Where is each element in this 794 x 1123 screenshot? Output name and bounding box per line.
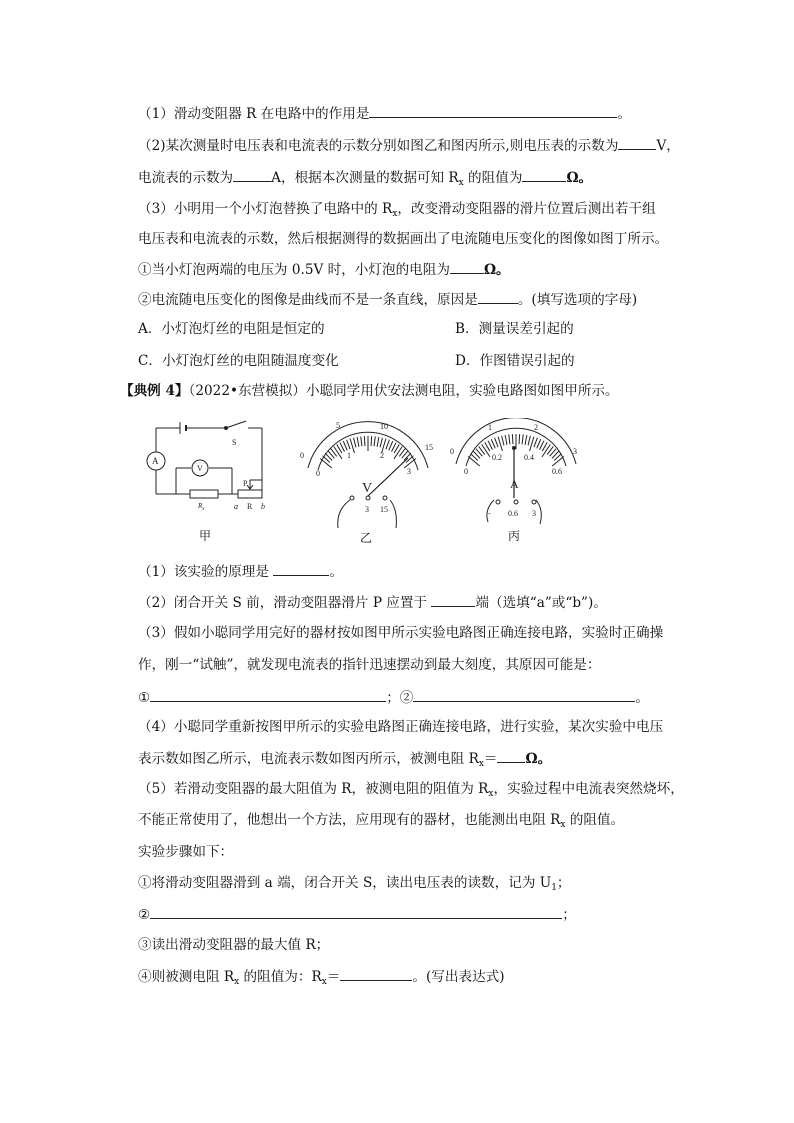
text: Ω。 <box>566 170 593 186</box>
text: ② <box>138 907 151 923</box>
answer-blank-slider-end[interactable] <box>431 593 475 607</box>
text: （2)某次测量时电压表和电流表的示数分别如图乙和图丙所示,则电压表的示数为 <box>138 138 619 154</box>
q2-line-7 <box>138 749 551 773</box>
text: 端（选填“a”或“b”)。 <box>475 595 607 611</box>
answer-blank-cause-1[interactable] <box>150 688 386 702</box>
text: 。 <box>635 690 649 706</box>
scale-tick <box>468 456 480 466</box>
answer-blank-bulb-resistance[interactable] <box>450 260 484 274</box>
text: ； <box>556 875 571 891</box>
ammeter-terminal: - <box>488 509 491 518</box>
text: ②电流随电压变化的图像是曲线而不是一条直线，原因是 <box>138 292 478 308</box>
terminal-a-label: a <box>234 502 238 511</box>
answer-blank-rx[interactable] <box>497 749 525 763</box>
terminal-b-label: b <box>261 502 265 511</box>
option-c[interactable]: C．小灯泡灯丝的电阻随温度变化 <box>138 353 339 369</box>
q1-line-7 <box>138 290 637 309</box>
switch-label: S <box>232 438 237 447</box>
ammeter-terminal: 0.6 <box>508 509 518 518</box>
text: ①将滑动变阻器滑到 a 端，闭合开关 S，读出电压表的读数，记为 U <box>138 875 552 891</box>
q2-line-1 <box>138 562 343 581</box>
answer-blank-step-2[interactable] <box>150 905 562 919</box>
rheostat-label: R <box>247 502 253 511</box>
scale-tick <box>552 456 564 466</box>
text: （1）该实验的原理是 <box>138 564 274 580</box>
option-d[interactable]: D．作图错误引起的 <box>455 353 575 369</box>
q2-line-14 <box>138 967 505 991</box>
subscript: x <box>392 209 398 219</box>
ammeter-terminal: 3 <box>532 509 536 518</box>
scale-tick <box>371 436 372 446</box>
text: 。(填写选项的字母) <box>517 292 638 308</box>
text: ，改变滑动变阻器的滑片位置后测出若干组 <box>397 201 656 217</box>
text: V， <box>656 138 680 154</box>
q2-line-5 <box>138 688 649 707</box>
text: 不能正常使用了，他想出一个方法，应用现有的器材，也能测出电阻 R <box>138 812 561 828</box>
scale-tick <box>357 437 359 447</box>
scale-tick <box>347 440 350 449</box>
scale-tick <box>343 441 347 450</box>
ammeter-inner-label: 0.2 <box>492 453 502 462</box>
ammeter-unit: A <box>510 477 519 491</box>
voltmeter-outer-label: 10 <box>380 422 388 431</box>
example-4-heading <box>120 382 619 400</box>
scale-tick <box>530 437 534 451</box>
q2-line-8 <box>138 780 684 803</box>
ammeter-outer-label: 3 <box>573 447 577 456</box>
q2-line-13: ③读出滑动变阻器的最大值 R； <box>138 937 330 953</box>
scale-tick <box>334 446 342 458</box>
text: 的阻值为 <box>463 170 523 186</box>
scale-tick <box>377 437 379 447</box>
q2-line-6: （4）小聪同学重新按图甲所示的实验电路图正确连接电路，进行实验，某次实验中电压 <box>138 719 664 735</box>
scale-tick <box>374 436 375 446</box>
text: 。 <box>329 564 343 580</box>
voltmeter-outer-label: 5 <box>336 421 340 430</box>
scale-tick <box>380 438 382 448</box>
scale-tick <box>491 439 495 448</box>
scale-tick <box>495 438 498 447</box>
figure-caption-bing: 丙 <box>508 529 521 543</box>
scale-tick <box>361 436 362 446</box>
text: 。 <box>617 106 632 122</box>
scale-tick <box>522 434 523 444</box>
option-a[interactable]: A．小灯泡灯丝的电阻是恒定的 <box>138 321 325 337</box>
example-label: 【典例 4】 <box>120 383 189 399</box>
answer-blank-expression[interactable] <box>340 967 412 981</box>
text: （2022•东营模拟）小聪同学用伏安法测电阻，实验电路图如图甲所示。 <box>188 383 619 399</box>
scale-tick <box>505 435 507 445</box>
scale-tick <box>389 441 393 450</box>
subscript: x <box>560 820 566 830</box>
figure-caption-yi: 乙 <box>360 531 373 545</box>
voltmeter-terminal: 15 <box>380 505 388 514</box>
scale-tick <box>354 438 356 448</box>
ammeter-outer-label: 0 <box>450 447 454 456</box>
scale-tick <box>364 436 365 446</box>
voltmeter-inner-label: 0 <box>316 469 320 478</box>
subscript: 1 <box>551 883 557 893</box>
rx-label: $R_x$ <box>198 502 205 512</box>
answer-blank-resistance[interactable] <box>522 168 566 182</box>
voltmeter-inner-label: 3 <box>407 467 411 476</box>
subscript: x <box>458 178 464 188</box>
scale-tick <box>394 446 402 458</box>
q2-line-11 <box>138 874 571 897</box>
text: 表示数如图乙所示，电流表示数如图丙所示，被测电阻 R <box>138 751 479 767</box>
q1-line-1 <box>138 104 631 123</box>
q2-line-4: 作，刚一“试触”，就发现电流表的指针迅速摆动到最大刻度，其原因可能是： <box>138 657 601 673</box>
answer-blank-cause-2[interactable] <box>413 688 635 702</box>
voltmeter-label: V <box>197 464 203 473</box>
text: ① <box>138 690 151 706</box>
answer-blank-purpose[interactable] <box>369 104 617 118</box>
voltmeter-terminal: 3 <box>365 505 369 514</box>
scale-tick <box>528 436 530 446</box>
scale-tick <box>519 434 520 444</box>
q1-line-2 <box>138 136 680 155</box>
ammeter-inner-label: 0.6 <box>552 467 562 476</box>
scale-tick <box>502 436 504 446</box>
ammeter-outer-label: 2 <box>534 423 538 432</box>
text: （2）闭合开关 S 前，滑动变阻器滑片 P 应置于 <box>138 595 432 611</box>
text: 。(写出表达式) <box>412 969 505 985</box>
ammeter-inner-label: 0 <box>464 467 468 476</box>
ammeter-label: A <box>152 456 159 466</box>
text: （1）滑动变阻器 R 在电路中的作用是 <box>138 106 370 122</box>
q2-line-2 <box>138 593 607 612</box>
text: ＝ <box>483 751 498 767</box>
answer-blank-principle[interactable] <box>273 562 329 576</box>
q1-line-6 <box>138 260 510 279</box>
circuit-diagram <box>140 418 280 518</box>
scale-tick <box>509 434 510 444</box>
voltmeter-outer-label: 0 <box>300 451 304 460</box>
text: ①当小灯泡两端的电压为 0.5V 时，小灯泡的电阻为 <box>138 262 450 278</box>
text: Ω。 <box>525 751 552 767</box>
subscript: x <box>488 789 494 799</box>
q1-line-4 <box>138 200 656 223</box>
ammeter-dial <box>448 418 588 530</box>
voltmeter-inner-label: 1 <box>347 451 351 460</box>
q2-line-9 <box>138 811 624 834</box>
answer-blank-current[interactable] <box>233 168 271 182</box>
text: ，实验过程中电流表突然烧坏， <box>493 781 684 797</box>
text: A，根据本次测量的数据可知 R <box>271 170 459 186</box>
text: （5）若滑动变阻器的最大阻值为 R，被测电阻的阻值为 R <box>138 781 489 797</box>
answer-blank-reason[interactable] <box>478 290 518 304</box>
scale-tick <box>320 458 332 468</box>
scale-tick <box>498 437 502 451</box>
scale-tick <box>525 435 527 445</box>
q2-line-12 <box>138 905 576 924</box>
ammeter-inner-label: 0.4 <box>524 453 534 462</box>
scale-tick <box>534 438 537 447</box>
text: 的阻值。 <box>565 812 625 828</box>
voltmeter-inner-label: 2 <box>380 451 384 460</box>
scale-tick <box>542 444 550 456</box>
text: ；② <box>386 690 414 706</box>
text: Ω。 <box>483 262 510 278</box>
voltmeter-outer-label: 15 <box>425 443 433 452</box>
option-b[interactable]: B．测量误差引起的 <box>455 321 574 337</box>
text: ； <box>562 907 576 923</box>
slider-label: P <box>243 479 248 488</box>
scale-tick <box>482 444 490 456</box>
subscript: x <box>234 977 240 987</box>
scale-tick <box>537 439 541 448</box>
scale-tick <box>512 434 513 444</box>
ammeter-outer-label: 1 <box>488 423 492 432</box>
q2-line-10: 实验步骤如下： <box>138 844 234 860</box>
scale-tick <box>386 440 389 449</box>
text: ＝ <box>326 969 341 985</box>
q1-line-5: 电压表和电流表的示数，然后根据测得的数据画出了电流随电压变化的图像如图丁所示。 <box>138 231 669 247</box>
voltmeter-unit: V <box>362 481 373 496</box>
q2-line-3: （3）假如小聪同学用完好的器材按如图甲所示实验电路图正确连接电路，实验时正确操 <box>138 625 664 641</box>
q1-line-3 <box>138 168 592 192</box>
text: 的阻值为：R <box>239 969 322 985</box>
text: （3）小明用一个小灯泡替换了电路中的 R <box>138 201 393 217</box>
text: 电流表的示数为 <box>138 170 234 186</box>
subscript: x <box>478 759 484 769</box>
subscript: x <box>321 977 327 987</box>
voltmeter-dial <box>292 418 442 530</box>
answer-blank-voltage[interactable] <box>618 136 656 150</box>
figure-caption-jia: 甲 <box>199 529 212 543</box>
text: ④则被测电阻 R <box>138 969 235 985</box>
